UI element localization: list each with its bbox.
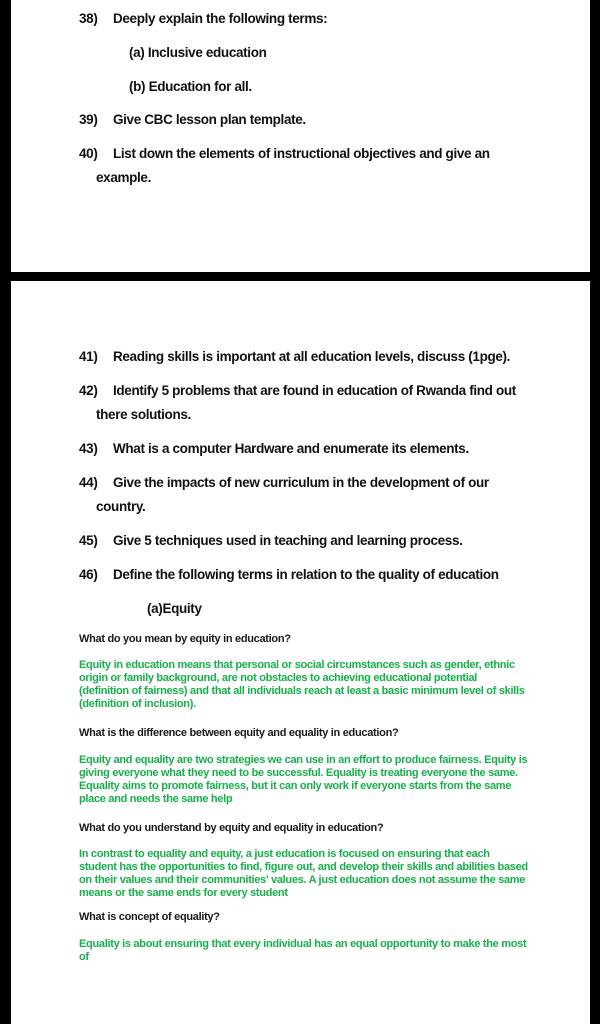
question-text: Deeply explain the following terms: — [113, 11, 328, 26]
question-number: 39) — [79, 112, 98, 127]
question-40 — [79, 146, 490, 161]
question-number: 43) — [79, 441, 98, 456]
question-number: 42) — [79, 383, 98, 398]
question-text: Define the following terms in relation to the quality of education — [113, 567, 499, 582]
sub-item-a: (a) Inclusive education — [129, 45, 267, 60]
sub-item-b: (b) Education for all. — [129, 79, 252, 94]
question-41 — [79, 349, 510, 364]
question-number: 38) — [79, 11, 98, 26]
document-page-1 — [11, 0, 590, 272]
question-text: Give 5 techniques used in teaching and learning process. — [113, 533, 463, 548]
document-page-2 — [11, 281, 590, 1024]
question-text: Give the impacts of new curriculum in the development of our — [113, 475, 489, 490]
question-number: 46) — [79, 567, 98, 582]
question-39 — [79, 112, 306, 127]
question-45 — [79, 533, 463, 548]
question-text: List down the elements of instructional objectives and give an — [113, 146, 490, 161]
qa-question: What is the difference between equity and equality in education? — [79, 727, 399, 739]
question-44-continuation: country. — [96, 499, 146, 514]
question-text: Reading skills is important at all education levels, discuss (1pge). — [113, 349, 511, 364]
question-number: 45) — [79, 533, 98, 548]
qa-question: What do you understand by equity and equality in education? — [79, 822, 384, 834]
question-46 — [79, 567, 499, 582]
question-44 — [79, 475, 489, 490]
question-40-continuation: example. — [96, 170, 151, 185]
sub-item-equity: (a)Equity — [147, 601, 202, 616]
question-43 — [79, 441, 469, 456]
qa-answer: Equity in education means that personal or social circumstances such as gender, ethnic origin or family background, are not obstacles to achieving educational potential (definition of fairness) and that all individuals reach at least a basic minimum level of skills (definition of inclusion). — [79, 659, 525, 710]
question-38 — [79, 11, 327, 26]
qa-answer: In contrast to equality and equity, a just education is focused on ensuring that each student has the opportunities to find, figure out, and develop their skills and abilities based on their values and their communities' values. A just education does not assume the same means or the same ends for every student — [79, 848, 528, 899]
qa-question: What do you mean by equity in education? — [79, 633, 291, 645]
qa-answer: Equity and equality are two strategies we can use in an effort to produce fairness. Equity is giving everyone what they need to be successful. Equality is treating everyone the same. Equality aims to promote fairness, but it can only work if everyone starts from the same place and needs the same help — [79, 754, 528, 805]
qa-answer: Equality is about ensuring that every individual has an equal opportunity to make the most of — [79, 938, 527, 963]
question-42 — [79, 383, 516, 398]
question-text: What is a computer Hardware and enumerate its elements. — [113, 441, 469, 456]
question-number: 44) — [79, 475, 98, 490]
question-number: 40) — [79, 146, 98, 161]
question-text: Give CBC lesson plan template. — [113, 112, 306, 127]
question-number: 41) — [79, 349, 98, 364]
question-42-continuation: there solutions. — [96, 407, 191, 422]
qa-question: What is concept of equality? — [79, 911, 220, 923]
question-text: Identify 5 problems that are found in education of Rwanda find out — [113, 383, 516, 398]
